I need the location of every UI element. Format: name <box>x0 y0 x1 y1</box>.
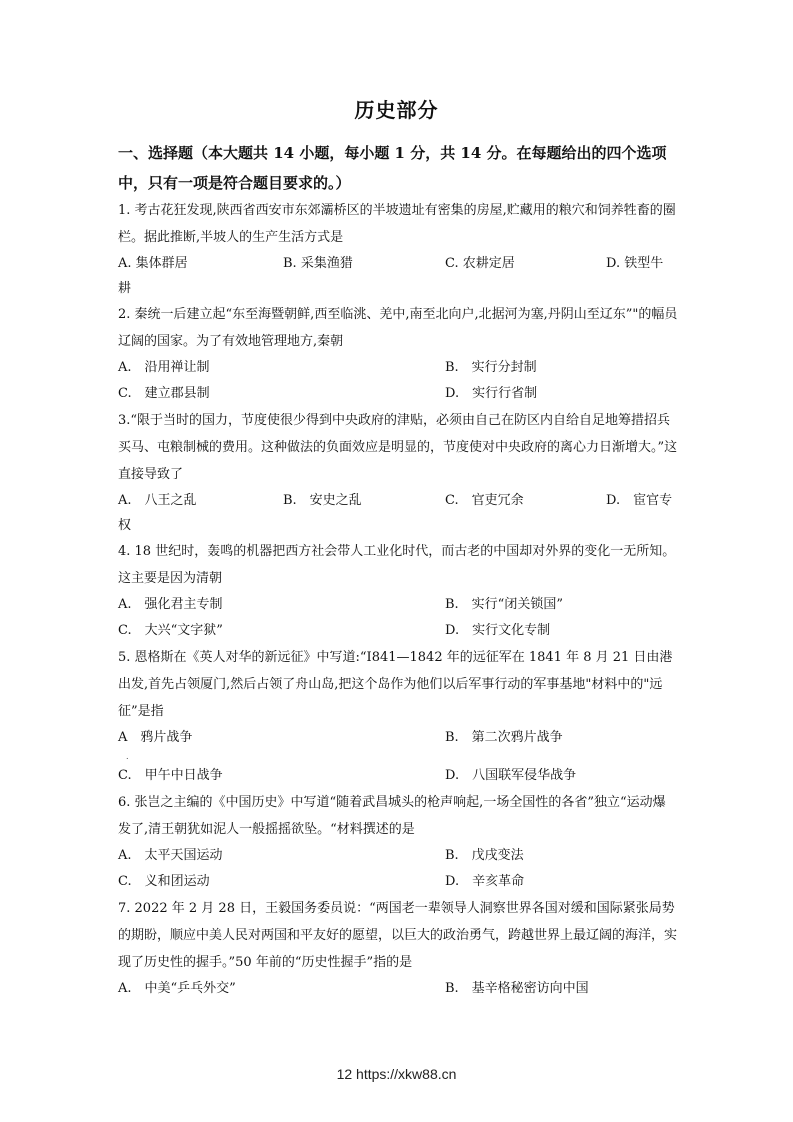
option-a: A. 沿用禅让制 <box>118 360 210 375</box>
option-b: B. 实行分封制 <box>445 360 537 375</box>
option-row <box>118 618 678 644</box>
question-7 <box>118 895 678 1002</box>
question-4 <box>118 538 678 644</box>
option-row <box>118 488 678 514</box>
option-row <box>118 763 678 789</box>
question-6 <box>118 789 678 895</box>
option-c: C. 建立郡县制 <box>118 386 210 401</box>
page-title: 历史部分 <box>354 98 439 122</box>
question-stem: 4. 18 世纪时，轰鸣的机器把西方社会带人工业化时代，而古老的中国却对外界的变化一无所知。这主要是因为清朝 <box>118 544 676 586</box>
option-row <box>118 725 678 751</box>
option-b: B. 安史之乱 <box>283 493 362 508</box>
option-b: B. 采集渔猎 <box>283 256 353 271</box>
option-b: B. 实行“闭关锁国” <box>445 597 563 612</box>
option-a: A 鸦片战争 <box>118 730 193 745</box>
option-d: D. 实行行省制 <box>445 386 538 401</box>
option-row <box>118 869 678 895</box>
option-d: D. 八国联军侵华战争 <box>445 768 577 783</box>
question-2 <box>118 301 678 407</box>
option-c: C. 大兴“文字狱” <box>118 623 223 638</box>
page-footer: 12 https://xkw88.cn <box>336 1066 457 1082</box>
question-5 <box>118 644 678 789</box>
option-row <box>118 381 678 407</box>
question-stem: 7. 2022 年 2 月 28 日，王毅国务委员说：“两国老一辈领导人洞察世界各国对缓和国际紧张局势的期盼，顺应中美人民对两国和平友好的愿望，以巨大的政治勇气，跨越世界上最辽阔的海洋，实现了历史性的握手。”50 年前的“历史性握手”指的是 <box>118 901 678 970</box>
option-a: A. 集体群居 <box>118 256 188 271</box>
question-1 <box>118 197 678 301</box>
option-row <box>118 355 678 381</box>
question-stem: 5. 恩格斯在《英人对华的新远征》中写道:“I841—1842 年的远征军在 1841 年 8 月 21 日由港出发,首先占领厦门,然后占领了舟山岛,把这个岛作为他们以后军事行动的军事基地"材料中的"远征”是指 <box>118 650 673 719</box>
option-a: A. 八王之乱 <box>118 493 197 508</box>
option-b: B. 基辛格秘密访向中国 <box>445 981 589 996</box>
question-stem: 6. 张岂之主编的《中国历史》中写道“随着武昌城头的枪声响起,一场全国性的各省”独立“运动爆发了,清王朝犹如泥人一般摇摇欲坠。“材料撰述的是 <box>118 795 666 837</box>
option-row <box>118 592 678 618</box>
option-a: A. 中美“乒乓外交” <box>118 981 236 996</box>
option-b: B. 戊戌变法 <box>445 848 524 863</box>
option-wrap: 耕 <box>118 281 132 296</box>
option-row <box>118 976 678 1002</box>
option-d: D. 实行文化专制 <box>445 623 551 638</box>
option-wrap: 权 <box>118 518 132 533</box>
option-b: B. 第二次鸦片战争 <box>445 730 563 745</box>
option-c: C. 农耕定居 <box>445 256 515 271</box>
option-a: A. 太平天国运动 <box>118 848 223 863</box>
stray-mark: . <box>126 752 129 761</box>
option-d: D. 宦官专 <box>606 493 673 508</box>
option-c: C. 官吏冗余 <box>445 493 524 508</box>
option-row <box>118 251 678 277</box>
option-a: A. 强化君主专制 <box>118 597 223 612</box>
option-c: C. 义和团运动 <box>118 874 210 889</box>
option-c: C. 甲午中日战争 <box>118 768 223 783</box>
question-stem: 1. 考古花狂发现,陕西省西安市东郊灞桥区的半坡遗址有密集的房屋,贮藏用的粮穴和饲养牲畜的圈栏。据此推断,半坡人的生产生活方式是 <box>118 203 676 245</box>
question-3 <box>118 407 678 538</box>
option-d: D. 铁型牛 <box>606 256 664 271</box>
option-d: D. 辛亥革命 <box>445 874 525 889</box>
question-stem: 2. 秦统一后建立起“东至海暨朝鲜,西至临洮、羌中,南至北向户,北据河为塞,丹阴山至辽东”"的幅员辽阔的国家。为了有效地管理地方,秦朝 <box>118 307 678 349</box>
option-row <box>118 843 678 869</box>
question-stem: 3.“限于当时的国力，节度使很少得到中央政府的津贴，必须由自己在防区内自给自足地筹措招兵买马、屯粮制械的费用。这种做法的负面效应是明显的，节度使对中央政府的离心力日渐增大。”这直接导致了 <box>118 413 678 482</box>
section-heading: 一、选择题（本大题共 14 小题，每小题 1 分，共 14 分。在每题给出的四个选项中，只有一项是符合题目要求的。） <box>118 144 667 192</box>
question-list <box>118 197 678 1002</box>
